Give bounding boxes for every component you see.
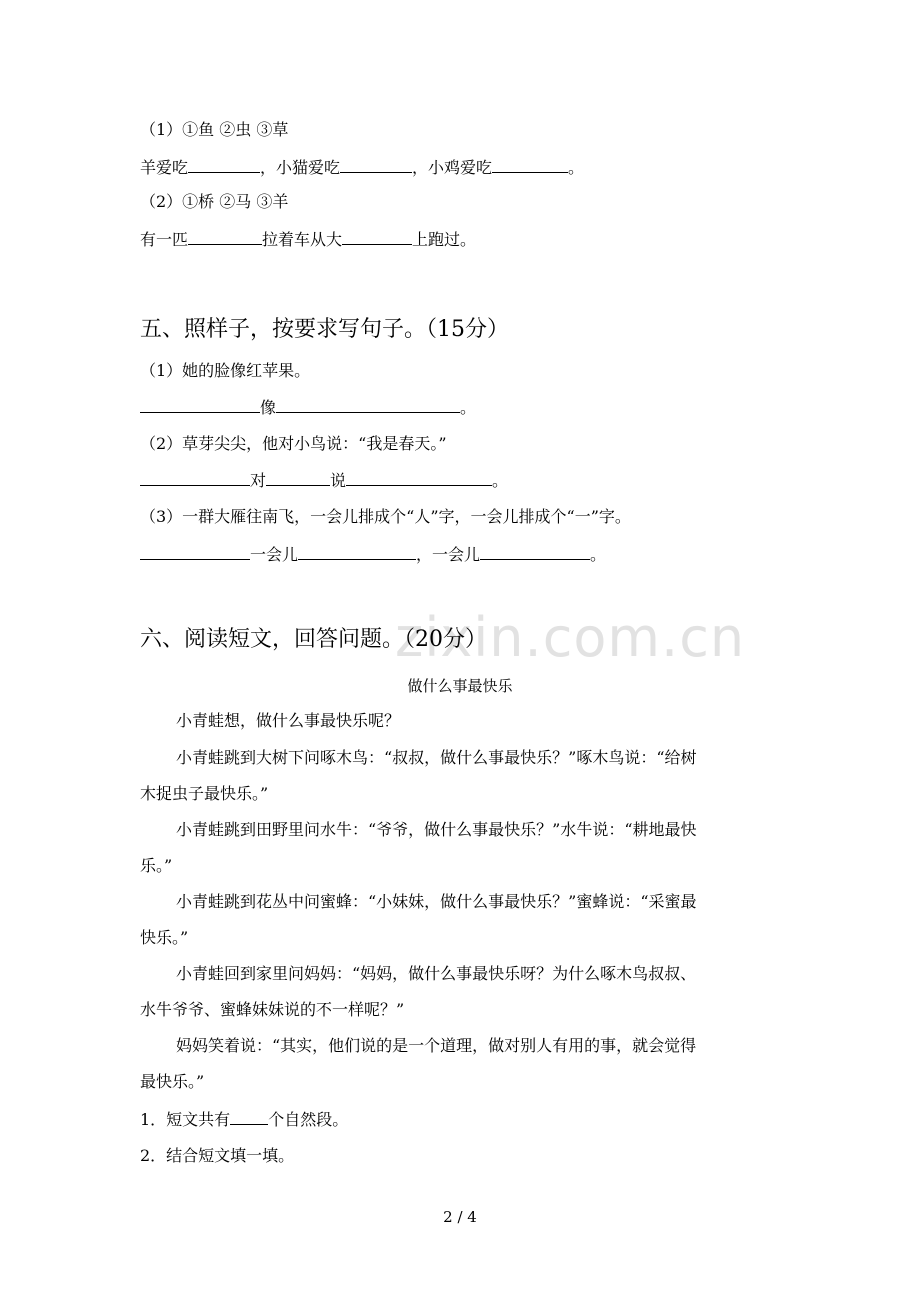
answer-blank[interactable] bbox=[140, 397, 260, 413]
story-paragraph-1: 小青蛙想，做什么事最快乐呢？ bbox=[176, 711, 401, 730]
story-paragraph-6-line-2: 最快乐。” bbox=[140, 1072, 205, 1091]
story-title: 做什么事最快乐 bbox=[407, 677, 513, 695]
q4-item1-text-b: ，小猫爱吃 bbox=[260, 158, 341, 177]
q5-item2-answer bbox=[140, 470, 508, 491]
section-6-heading: 六、阅读短文，回答问题。（20分） bbox=[140, 627, 487, 652]
q5-item2-mid1: 对 bbox=[250, 471, 267, 490]
story-paragraph-2-line-2: 木捉虫子最快乐。” bbox=[140, 784, 269, 803]
question-2: 2．结合短文填一填。 bbox=[140, 1146, 295, 1165]
q4-item1-label: （1）①鱼 ②虫 ③草 bbox=[140, 120, 289, 139]
story-paragraph-4-line-1: 小青蛙跳到花丛中问蜜蜂：“小妹妹，做什么事最快乐？”蜜蜂说：“采蜜最 bbox=[176, 892, 697, 911]
answer-blank[interactable] bbox=[340, 157, 412, 173]
answer-blank[interactable] bbox=[480, 544, 590, 560]
q4-item1-end: 。 bbox=[568, 158, 585, 177]
q5-item1-end: 。 bbox=[460, 398, 477, 417]
answer-blank[interactable] bbox=[492, 157, 568, 173]
q5-item1-mid: 像 bbox=[260, 398, 277, 417]
section-5-heading: 五、照样子，按要求写句子。（15分） bbox=[140, 317, 509, 342]
q4-item2-text-a: 有一匹 bbox=[140, 230, 189, 249]
watermark: zixin.com.cn bbox=[395, 606, 746, 669]
q5-item2-end: 。 bbox=[492, 471, 509, 490]
q4-item2-text-c: 上跑过。 bbox=[412, 230, 477, 249]
q5-item3-mid1: 一会儿 bbox=[250, 545, 299, 564]
page-number: 2 / 4 bbox=[443, 1208, 477, 1226]
q4-item1-sentence bbox=[140, 157, 584, 178]
answer-blank[interactable] bbox=[276, 397, 460, 413]
q5-item3-label: （3）一群大雁往南飞，一会儿排成个“人”字，一会儿排成个“一”字。 bbox=[140, 507, 631, 526]
q5-item1-label: （1）她的脸像红苹果。 bbox=[140, 361, 311, 380]
story-paragraph-3-line-1: 小青蛙跳到田野里问水牛：“爷爷，做什么事最快乐？”水牛说：“耕地最快 bbox=[176, 820, 697, 839]
q5-item3-mid2: ，一会儿 bbox=[416, 545, 481, 564]
q5-item2-mid2: 说 bbox=[330, 471, 347, 490]
q5-item2-label: （2）草芽尖尖，他对小鸟说：“我是春天。” bbox=[140, 434, 447, 453]
story-paragraph-2-line-1: 小青蛙跳到大树下问啄木鸟：“叔叔，做什么事最快乐？”啄木鸟说：“给树 bbox=[176, 748, 697, 767]
question-1 bbox=[140, 1109, 348, 1130]
story-paragraph-3-line-2: 乐。” bbox=[140, 856, 173, 875]
q5-item3-end: 。 bbox=[590, 545, 607, 564]
q5-item1-answer bbox=[140, 397, 476, 418]
story-paragraph-4-line-2: 快乐。” bbox=[140, 928, 189, 947]
answer-blank[interactable] bbox=[140, 544, 250, 560]
answer-blank[interactable] bbox=[188, 157, 260, 173]
answer-blank[interactable] bbox=[298, 544, 416, 560]
story-paragraph-5-line-2: 水牛爷爷、蜜蜂妹妹说的不一样呢？” bbox=[140, 1000, 405, 1019]
answer-blank[interactable] bbox=[346, 470, 492, 486]
story-paragraph-6-line-1: 妈妈笑着说：“其实，他们说的是一个道理，做对别人有用的事，就会觉得 bbox=[176, 1036, 697, 1055]
question-1-text-a: 1．短文共有 bbox=[140, 1110, 231, 1129]
answer-blank[interactable] bbox=[188, 229, 262, 245]
answer-blank[interactable] bbox=[266, 470, 330, 486]
question-1-text-b: 个自然段。 bbox=[268, 1110, 349, 1129]
q4-item2-label: （2）①桥 ②马 ③羊 bbox=[140, 192, 289, 211]
answer-blank[interactable] bbox=[342, 229, 412, 245]
answer-blank[interactable] bbox=[140, 470, 250, 486]
q4-item2-sentence bbox=[140, 229, 476, 250]
q4-item1-text-c: ，小鸡爱吃 bbox=[412, 158, 493, 177]
q5-item3-answer bbox=[140, 544, 606, 565]
q4-item2-text-b: 拉着车从大 bbox=[262, 230, 343, 249]
answer-blank[interactable] bbox=[230, 1109, 268, 1125]
story-paragraph-5-line-1: 小青蛙回到家里问妈妈：“妈妈，做什么事最快乐呀？为什么啄木鸟叔叔、 bbox=[176, 964, 697, 983]
q4-item1-text-a: 羊爱吃 bbox=[140, 158, 189, 177]
